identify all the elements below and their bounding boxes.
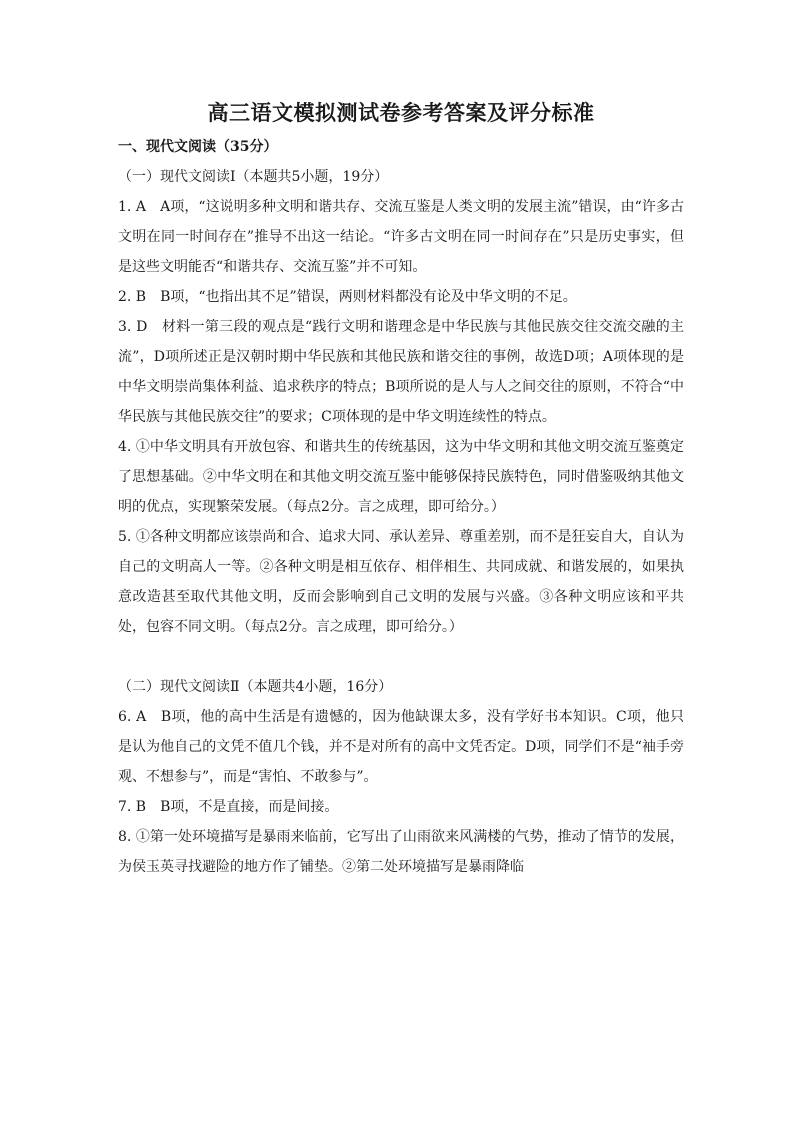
section-heading-modern-reading: 一、现代文阅读（35分） (118, 139, 278, 155)
answer-item-1: 1. A A项，“这说明多种文明和谐共存、交流互鉴是人类文明的发展主流”错误，由“许多古文明在同一时间存在”推导不出这一结论。“许多古文明在同一时间存在”只是历史事实，但是这些文明能否“和谐共存、交流互鉴”并不可知。 (118, 199, 684, 275)
blank-line (118, 642, 684, 672)
part-heading-reading-1: （一）现代文阅读Ⅰ（本题共5小题，19分） (118, 169, 389, 185)
answer-item-4: 4. ①中华文明具有开放包容、和谐共生的传统基因，这为中华文明和其他文明交流互鉴奠定了思想基础。②中华文明在和其他文明交流互鉴中能够保持民族特色，同时借鉴吸纳其他文明的优点，实现繁荣发展。（每点2分。言之成理，即可给分。） (118, 439, 684, 515)
page-title: 高三语文模拟测试卷参考答案及评分标准 (207, 100, 595, 125)
answer-item-3: 3. D 材料一第三段的观点是“践行文明和谐理念是中华民族与其他民族交往交流交融的主流”，D项所述正是汉朝时期中华民族和其他民族和谐交往的事例，故选D项；A项体现的是中华文明崇尚集体利益、追求秩序的特点；B项所说的是人与人之间交往的原则，不符合“中华民族与其他民族交往”的要求；C项体现的是中华文明连续性的特点。 (118, 319, 684, 425)
answer-sheet-page (118, 98, 684, 882)
answer-item-7: 7. B B项，不是直接，而是间接。 (118, 799, 339, 815)
answer-item-8: 8. ①第一处环境描写是暴雨来临前，它写出了山雨欲来风满楼的气势，推动了情节的发展，为侯玉英寻找避险的地方作了铺垫。②第二处环境描写是暴雨降临 (118, 829, 684, 875)
part-heading-reading-2: （二）现代文阅读Ⅱ（本题共4小题，16分） (118, 679, 393, 695)
answer-item-6: 6. A B项，他的高中生活是有遗憾的，因为他缺课太多，没有学好书本知识。C项，他只是认为他自己的文凭不值几个钱，并不是对所有的高中文凭否定。D项，同学们不是“袖手旁观、不想参与”，而是“害怕、不敢参与”。 (118, 709, 684, 785)
answer-item-5: 5. ①各种文明都应该崇尚和合、追求大同、承认差异、尊重差别，而不是狂妄自大，自认为自己的文明高人一等。②各种文明是相互依存、相伴相生、共同成就、和谐发展的，如果执意改造甚至取代其他文明，反而会影响到自己文明的发展与兴盛。③各种文明应该和平共处，包容不同文明。（每点2分。言之成理，即可给分。） (118, 529, 684, 635)
answer-item-2: 2. B B项，“也指出其不足”错误，两则材料都没有论及中华文明的不足。 (118, 289, 577, 305)
